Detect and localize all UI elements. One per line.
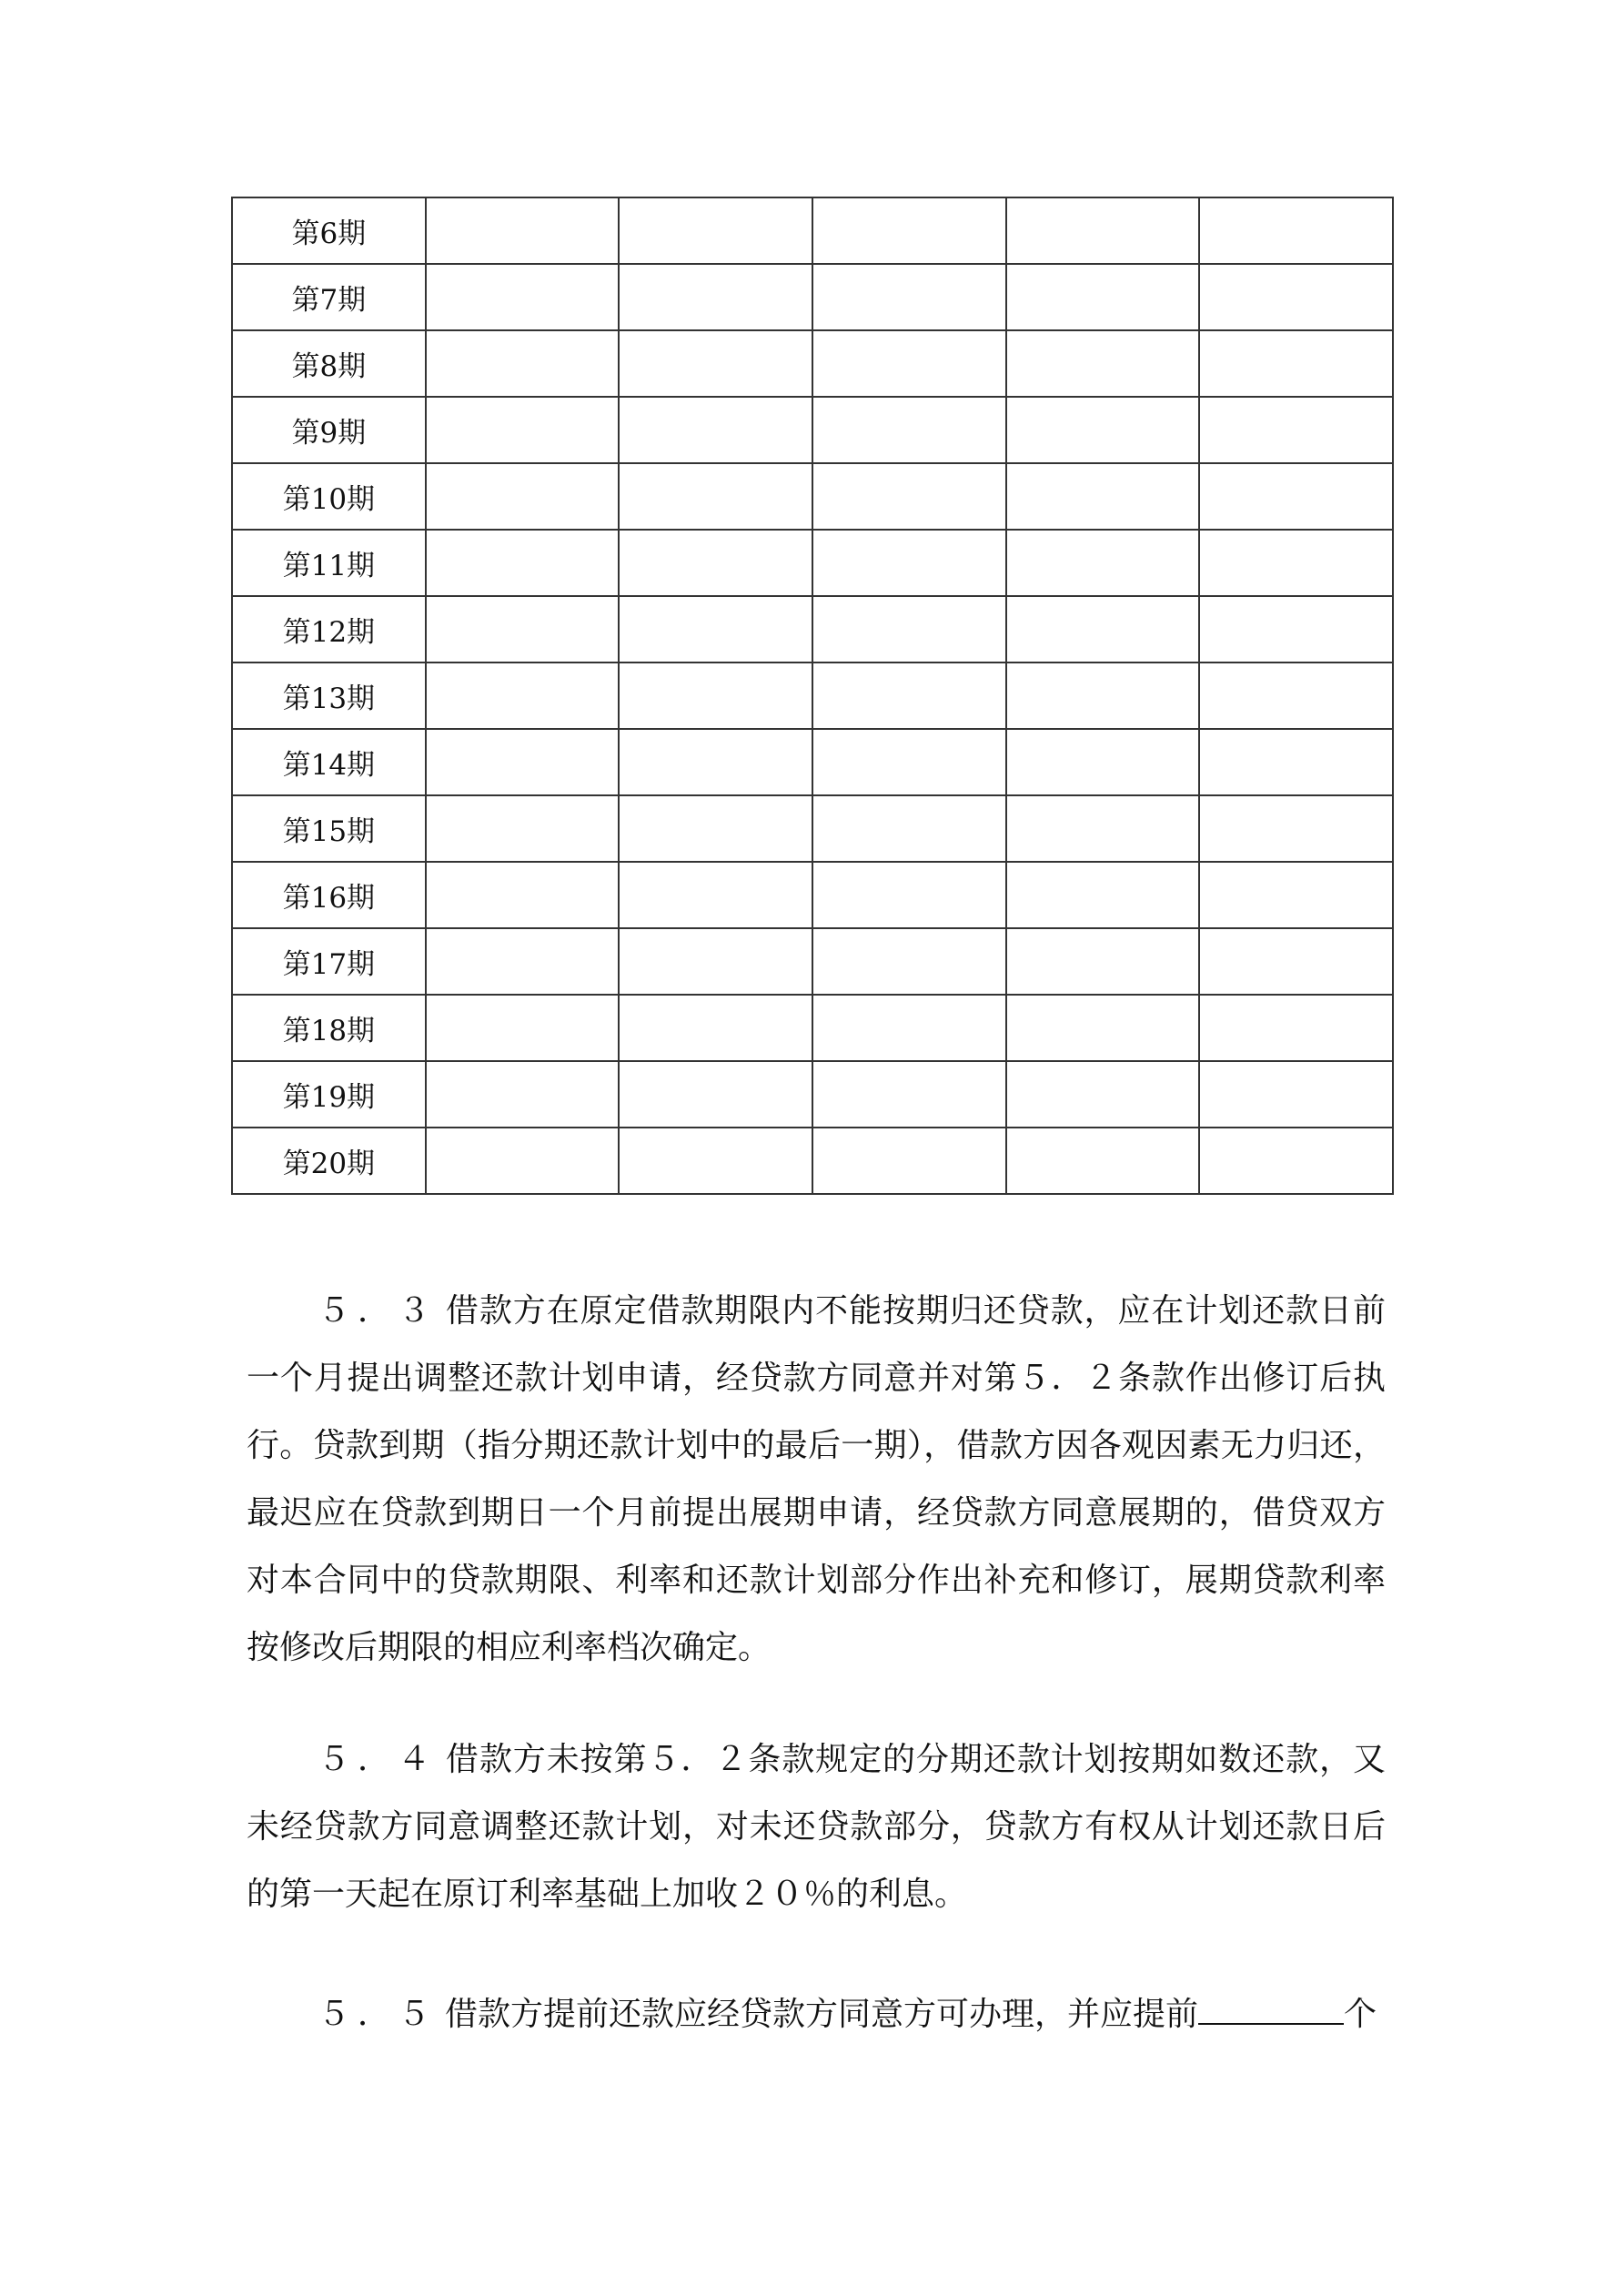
- table-cell: [426, 1128, 620, 1194]
- table-cell: [1006, 397, 1200, 463]
- period-label: 第17期: [232, 928, 426, 995]
- table-cell: [1199, 862, 1393, 928]
- table-cell: [1006, 729, 1200, 795]
- table-cell: [1006, 1061, 1200, 1128]
- table-cell: [812, 795, 1006, 862]
- table-cell: [619, 928, 812, 995]
- period-label: 第7期: [232, 264, 426, 330]
- clause-number: ５．３: [318, 1292, 439, 1330]
- table-cell: [619, 330, 812, 397]
- table-cell: [426, 663, 620, 729]
- table-cell: [1199, 596, 1393, 663]
- period-label: 第14期: [232, 729, 426, 795]
- table-row: [232, 330, 1393, 397]
- table-row: [232, 663, 1393, 729]
- period-label: 第9期: [232, 397, 426, 463]
- table-cell: [426, 862, 620, 928]
- table-cell: [1006, 995, 1200, 1061]
- table-cell: [1006, 264, 1200, 330]
- clause-5-4: [247, 1726, 1386, 1928]
- period-label: 第15期: [232, 795, 426, 862]
- table-cell: [1199, 530, 1393, 596]
- period-label: 第19期: [232, 1061, 426, 1128]
- table-cell: [812, 397, 1006, 463]
- table-cell: [619, 264, 812, 330]
- clause-5-5: [247, 1981, 1386, 2048]
- period-label: 第10期: [232, 463, 426, 530]
- table-cell: [1199, 1128, 1393, 1194]
- period-label: 第8期: [232, 330, 426, 397]
- table-cell: [619, 663, 812, 729]
- table-cell: [1199, 928, 1393, 995]
- table-row: [232, 862, 1393, 928]
- table-cell: [812, 928, 1006, 995]
- table-cell: [1006, 1128, 1200, 1194]
- table-cell: [426, 928, 620, 995]
- table-cell: [619, 795, 812, 862]
- table-row: [232, 928, 1393, 995]
- period-label: 第12期: [232, 596, 426, 663]
- table-cell: [1199, 463, 1393, 530]
- table-row: [232, 264, 1393, 330]
- table-cell: [426, 729, 620, 795]
- table-cell: [619, 530, 812, 596]
- table-cell: [1006, 928, 1200, 995]
- fill-in-blank[interactable]: [1198, 1996, 1344, 2025]
- clause-text-end: 个: [1344, 1996, 1377, 2033]
- table-cell: [426, 1061, 620, 1128]
- period-label: 第16期: [232, 862, 426, 928]
- table-cell: [1006, 663, 1200, 729]
- table-row: [232, 197, 1393, 264]
- table-cell: [619, 862, 812, 928]
- table-cell: [1199, 264, 1393, 330]
- clause-text: 借款方提前还款应经贷款方同意方可办理，并应提前: [445, 1996, 1199, 2033]
- table-cell: [619, 995, 812, 1061]
- clause-text: 借款方未按第５．２条款规定的分期还款计划按期如数还款，又未经贷款方同意调整还款计划，对未还贷款部分，贷款方有权从计划还款日后的第一天起在原订利率基础上加收２０％的利息。: [247, 1741, 1386, 1913]
- table-cell: [1199, 397, 1393, 463]
- table-cell: [812, 1061, 1006, 1128]
- period-label: 第18期: [232, 995, 426, 1061]
- repayment-schedule-table: [231, 197, 1394, 1195]
- table-row: [232, 795, 1393, 862]
- clause-number: ５．４: [318, 1741, 439, 1778]
- table-cell: [619, 1128, 812, 1194]
- table-cell: [426, 995, 620, 1061]
- table-row: [232, 596, 1393, 663]
- table-cell: [1199, 795, 1393, 862]
- table-cell: [1006, 330, 1200, 397]
- table-cell: [426, 463, 620, 530]
- table-cell: [426, 397, 620, 463]
- table-cell: [1199, 995, 1393, 1061]
- table-cell: [1199, 197, 1393, 264]
- table-cell: [619, 729, 812, 795]
- table-row: [232, 729, 1393, 795]
- table-cell: [1006, 795, 1200, 862]
- table-cell: [1199, 330, 1393, 397]
- table-cell: [1006, 463, 1200, 530]
- table-cell: [426, 596, 620, 663]
- table-cell: [426, 264, 620, 330]
- table-row: [232, 463, 1393, 530]
- clause-number: ５．５: [318, 1996, 439, 2033]
- table-cell: [812, 1128, 1006, 1194]
- table-cell: [426, 795, 620, 862]
- table-cell: [812, 330, 1006, 397]
- table-cell: [812, 663, 1006, 729]
- table-cell: [1199, 729, 1393, 795]
- period-label: 第11期: [232, 530, 426, 596]
- period-label: 第6期: [232, 197, 426, 264]
- table-cell: [812, 463, 1006, 530]
- table-cell: [1006, 530, 1200, 596]
- table-cell: [812, 596, 1006, 663]
- table-cell: [1199, 663, 1393, 729]
- table-cell: [1006, 596, 1200, 663]
- table-cell: [1006, 862, 1200, 928]
- table-cell: [426, 197, 620, 264]
- table-row: [232, 995, 1393, 1061]
- period-label: 第13期: [232, 663, 426, 729]
- table-cell: [1199, 1061, 1393, 1128]
- table-cell: [812, 530, 1006, 596]
- table-cell: [619, 596, 812, 663]
- table-row: [232, 530, 1393, 596]
- table-cell: [426, 530, 620, 596]
- table-cell: [619, 1061, 812, 1128]
- table-cell: [1006, 197, 1200, 264]
- clause-text: 借款方在原定借款期限内不能按期归还贷款，应在计划还款日前一个月提出调整还款计划申请，经贷款方同意并对第５．２条款作出修订后执行。贷款到期（指分期还款计划中的最后一期），借款方因各观因素无力归还，最迟应在贷款到期日一个月前提出展期申请，经贷款方同意展期的，借贷双方对本合同中的贷款期限、利率和还款计划部分作出补充和修订，展期贷款利率按修改后期限的相应利率档次确定。: [247, 1292, 1386, 1666]
- table-cell: [619, 463, 812, 530]
- period-label: 第20期: [232, 1128, 426, 1194]
- table-row: [232, 397, 1393, 463]
- table-cell: [812, 862, 1006, 928]
- table-row: [232, 1128, 1393, 1194]
- table-cell: [619, 197, 812, 264]
- table-row: [232, 1061, 1393, 1128]
- table-cell: [812, 197, 1006, 264]
- table-cell: [812, 264, 1006, 330]
- clause-5-3: [247, 1278, 1386, 1682]
- table-cell: [426, 330, 620, 397]
- table-cell: [812, 729, 1006, 795]
- table-cell: [619, 397, 812, 463]
- table-cell: [812, 995, 1006, 1061]
